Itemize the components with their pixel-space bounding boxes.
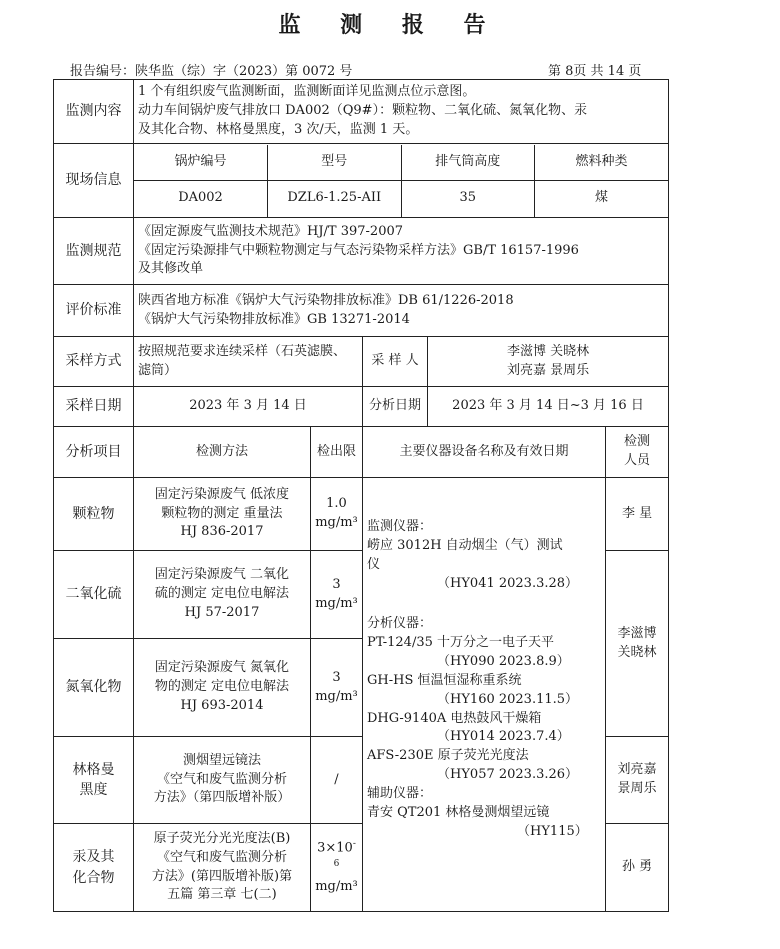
analysis-date-label: 分析日期: [363, 387, 428, 427]
item-name: 汞及其化合物: [54, 824, 134, 912]
sample-date-label: 采样日期: [54, 387, 134, 427]
standard-line: 陕西省地方标准《锅炉大气污染物排放标准》DB 61/1226-2018: [138, 292, 514, 308]
sampler-label: 采 样 人: [363, 337, 428, 387]
instrument-line: PT-124/35 十万分之一电子天平: [367, 635, 555, 651]
instrument-id: （HY160 2023.11.5）: [437, 691, 579, 707]
instrument-line: GH-HS 恒温恒湿称重系统: [367, 672, 522, 688]
limit-unit: mg/m³: [315, 595, 358, 611]
person-cell: 孙 勇: [606, 824, 669, 912]
person-cell: 李 星: [606, 478, 669, 551]
method-line: 五篇 第三章 七(二): [167, 887, 277, 903]
site-label: 现场信息: [54, 144, 134, 218]
limit-unit: mg/m³: [315, 879, 358, 895]
page-info: 第 8页 共 14 页: [548, 64, 642, 79]
method-line: 测烟望远镜法: [182, 752, 261, 768]
instrument-id: （HY041 2023.3.28）: [437, 575, 579, 591]
item-method: [134, 737, 311, 824]
content-label: 监测内容: [54, 80, 134, 144]
analysis-date: 2023 年 3 月 14 日~3 月 16 日: [428, 387, 669, 427]
method-line: 方法》(第四版增补版)第: [151, 868, 293, 884]
method-line: 方法》（第四版增补版）: [153, 790, 291, 806]
col-header-instrument: 主要仪器设备名称及有效日期: [363, 427, 606, 478]
site-info: [134, 144, 669, 218]
sampler-line: 李滋博 关晓林: [506, 343, 590, 359]
site-info-table: [134, 145, 668, 217]
person-cell: 李滋博 关晓林: [606, 551, 669, 737]
content-line: 及其化合物、林格曼黑度，3 次/天，监测 1 天。: [138, 121, 419, 137]
instrument-line: DHG-9140A 电热鼓风干燥箱: [367, 710, 542, 726]
item-limit: [311, 639, 363, 737]
instrument-section-label: 辅助仪器：: [367, 785, 433, 801]
col-header-method: 检测方法: [134, 427, 311, 478]
spec-line: 《固定源废气监测技术规范》HJ/T 397-2007: [138, 223, 404, 239]
method-line: HJ 836-2017: [180, 524, 264, 540]
report-number: 报告编号：陕华监（综）字（2023）第 0072 号: [70, 64, 353, 79]
item-name: 林格曼黑度: [54, 737, 134, 824]
method-line: 物的测定 定电位电解法: [154, 679, 290, 695]
instrument-section-label: 监测仪器：: [367, 519, 433, 534]
method-line: 硫的测定 定电位电解法: [154, 586, 290, 602]
item-limit: [311, 478, 363, 551]
sampling-method: 按照规范要求连续采样（石英滤膜、滤筒）: [134, 337, 363, 387]
method-line: 原子荧光分光光度法(B): [153, 830, 291, 846]
instrument-id: （HY090 2023.8.9）: [437, 654, 570, 670]
site-value: 35: [401, 181, 535, 217]
report-title: 监 测 报 告: [278, 13, 502, 38]
content-line: 1 个有组织废气监测断面，监测断面详见监测点位示意图。: [138, 84, 476, 100]
col-header-person: 检测人员: [606, 427, 669, 478]
limit-value: 3×10: [317, 840, 353, 856]
sampler-line: 刘亮嘉 景周乐: [506, 362, 590, 378]
sampling-label: 采样方式: [54, 337, 134, 387]
standard-label: 评价标准: [54, 285, 134, 337]
site-value: DZL6-1.25-AII: [268, 181, 402, 217]
spec-text: [134, 218, 669, 285]
method-line: 固定污染源废气 氮氧化: [154, 660, 290, 676]
item-method: [134, 551, 311, 639]
limit-value: 1.0: [326, 496, 347, 512]
limit-value: 3: [332, 576, 341, 592]
method-line: 颗粒物的测定 重量法: [161, 505, 283, 521]
method-line: HJ 693-2014: [180, 697, 264, 713]
item-limit: [311, 551, 363, 639]
limit-unit: mg/m³: [315, 688, 358, 704]
item-limit: /: [311, 737, 363, 824]
item-name: 二氧化硫: [54, 551, 134, 639]
content-text: [134, 80, 669, 144]
person-cell: 刘亮嘉 景周乐: [606, 737, 669, 824]
instrument-id: （HY115）: [517, 823, 588, 839]
spec-line: 《固定污染源排气中颗粒物测定与气态污染物采样方法》GB/T 16157-1996: [138, 242, 579, 258]
sampler-names: [428, 337, 669, 387]
instrument-section-label: 分析仪器：: [367, 616, 433, 632]
instrument-line: AFS-230E 原子荧光光度法: [367, 748, 529, 764]
instrument-id: （HY057 2023.3.26）: [437, 767, 579, 783]
site-value: DA002: [134, 181, 268, 217]
col-header-item: 分析项目: [54, 427, 134, 478]
site-header: 燃料种类: [535, 145, 669, 181]
limit-value: 3: [332, 669, 341, 685]
sample-date: 2023 年 3 月 14 日: [134, 387, 363, 427]
limit-exponent: -6: [333, 838, 356, 870]
site-value: 煤: [535, 181, 669, 217]
item-method: [134, 824, 311, 912]
item-limit: [311, 824, 363, 912]
content-line: 动力车间锅炉废气排放口 DA002（Q9#）：颗粒物、二氧化硫、氮氧化物、汞: [138, 103, 588, 119]
site-header: 排气筒高度: [401, 145, 535, 181]
method-line: HJ 57-2017: [184, 604, 260, 620]
limit-unit: mg/m³: [315, 515, 358, 530]
method-line: 《空气和废气监测分析: [156, 849, 287, 865]
standard-text: [134, 285, 669, 337]
site-header: 型号: [268, 145, 402, 181]
method-line: 《空气和废气监测分析: [156, 771, 287, 787]
instrument-line: 崂应 3012H 自动烟尘（气）测试: [367, 537, 563, 553]
item-method: [134, 639, 311, 737]
instrument-line: 青安 QT201 林格曼测烟望远镜: [367, 804, 550, 820]
spec-line: 及其修改单: [138, 261, 204, 277]
instrument-id: （HY014 2023.7.4）: [437, 729, 570, 745]
item-name: 氮氧化物: [54, 639, 134, 737]
item-name: 颗粒物: [54, 478, 134, 551]
method-line: 固定污染源废气 低浓度: [154, 486, 290, 502]
instrument-line: 仪: [367, 556, 381, 572]
standard-line: 《锅炉大气污染物排放标准》GB 13271-2014: [138, 311, 410, 327]
site-header: 锅炉编号: [134, 145, 268, 181]
method-line: 固定污染源废气 二氧化: [154, 567, 290, 583]
item-method: [134, 478, 311, 551]
spec-label: 监测规范: [54, 218, 134, 285]
report-table: [53, 79, 669, 912]
col-header-limit: 检出限: [311, 427, 363, 478]
instrument-list: [363, 478, 606, 912]
